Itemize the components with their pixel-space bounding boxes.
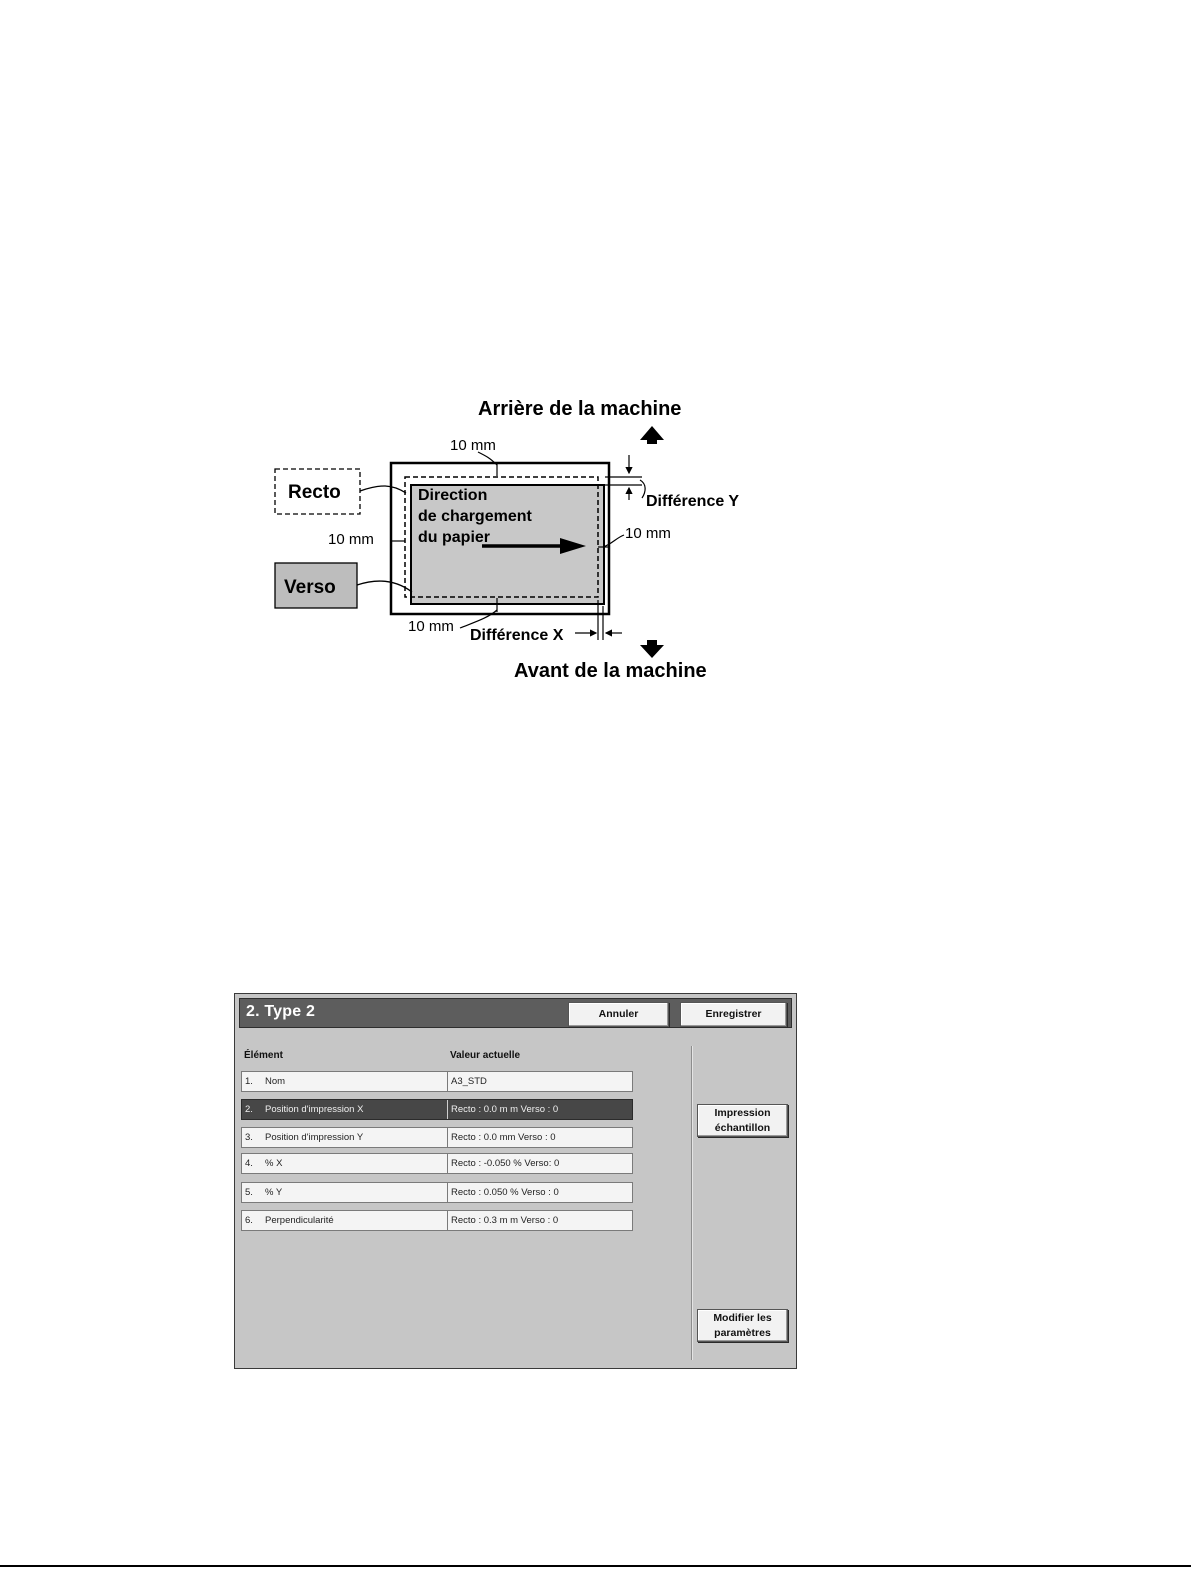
- row-item: Position d'impression Y: [265, 1132, 364, 1143]
- save-button[interactable]: Enregistrer: [680, 1002, 787, 1027]
- row-item: Perpendicularité: [265, 1215, 334, 1226]
- label-mm-top: 10 mm: [450, 437, 496, 454]
- row-item: Position d'impression X: [265, 1104, 364, 1115]
- label-diff-y: Différence Y: [646, 493, 740, 510]
- label-direction-2: de chargement: [418, 508, 532, 525]
- label-verso: Verso: [284, 577, 336, 598]
- row-number: 4.: [245, 1158, 253, 1169]
- modify-settings-button[interactable]: Modifier les paramètres: [697, 1309, 788, 1342]
- type-settings-screen: [234, 993, 797, 1369]
- paper-position-diagram: [0, 0, 1191, 760]
- row-value: Recto : 0.0 m m Verso : 0: [451, 1104, 559, 1115]
- list-item-name[interactable]: [241, 1071, 633, 1092]
- label-mm-left: 10 mm: [328, 531, 374, 548]
- row-value: Recto : -0.050 % Verso: 0: [451, 1158, 560, 1169]
- row-value: Recto : 0.050 % Verso : 0: [451, 1187, 559, 1198]
- label-direction-1: Direction: [418, 487, 488, 504]
- sample-print-button[interactable]: Impression échantillon: [697, 1104, 788, 1137]
- row-number: 3.: [245, 1132, 253, 1143]
- row-item: Nom: [265, 1076, 286, 1087]
- label-rear: Arrière de la machine: [478, 398, 682, 420]
- label-recto: Recto: [288, 482, 341, 503]
- row-number: 5.: [245, 1187, 253, 1198]
- label-mm-right: 10 mm: [625, 525, 671, 542]
- screen-title: 2. Type 2: [246, 1003, 316, 1020]
- list-item-position-y[interactable]: [241, 1127, 633, 1148]
- column-header-element: Élément: [244, 1050, 283, 1061]
- arrow-down-icon: [640, 640, 664, 658]
- row-value: Recto : 0.3 m m Verso : 0: [451, 1215, 559, 1226]
- row-number: 6.: [245, 1215, 253, 1226]
- row-number: 1.: [245, 1076, 253, 1087]
- label-front: Avant de la machine: [514, 660, 707, 682]
- label-mm-bottom: 10 mm: [408, 618, 454, 635]
- row-item: % Y: [265, 1187, 283, 1198]
- list-item-percent-y[interactable]: [241, 1182, 633, 1203]
- row-number: 2.: [245, 1104, 253, 1115]
- row-value: A3_STD: [451, 1076, 487, 1087]
- footer-rule: [0, 1565, 1191, 1567]
- list-item-position-x[interactable]: [241, 1099, 633, 1120]
- row-item: % X: [265, 1158, 283, 1169]
- list-item-percent-x[interactable]: [241, 1153, 633, 1174]
- row-value: Recto : 0.0 mm Verso : 0: [451, 1132, 556, 1143]
- label-direction-3: du papier: [418, 529, 491, 546]
- list-item-perpendicularity[interactable]: [241, 1210, 633, 1231]
- column-header-value: Valeur actuelle: [450, 1050, 521, 1061]
- panel-divider: [691, 1046, 692, 1360]
- arrow-up-icon: [640, 426, 664, 444]
- cancel-button[interactable]: Annuler: [568, 1002, 669, 1027]
- label-diff-x: Différence X: [470, 627, 564, 644]
